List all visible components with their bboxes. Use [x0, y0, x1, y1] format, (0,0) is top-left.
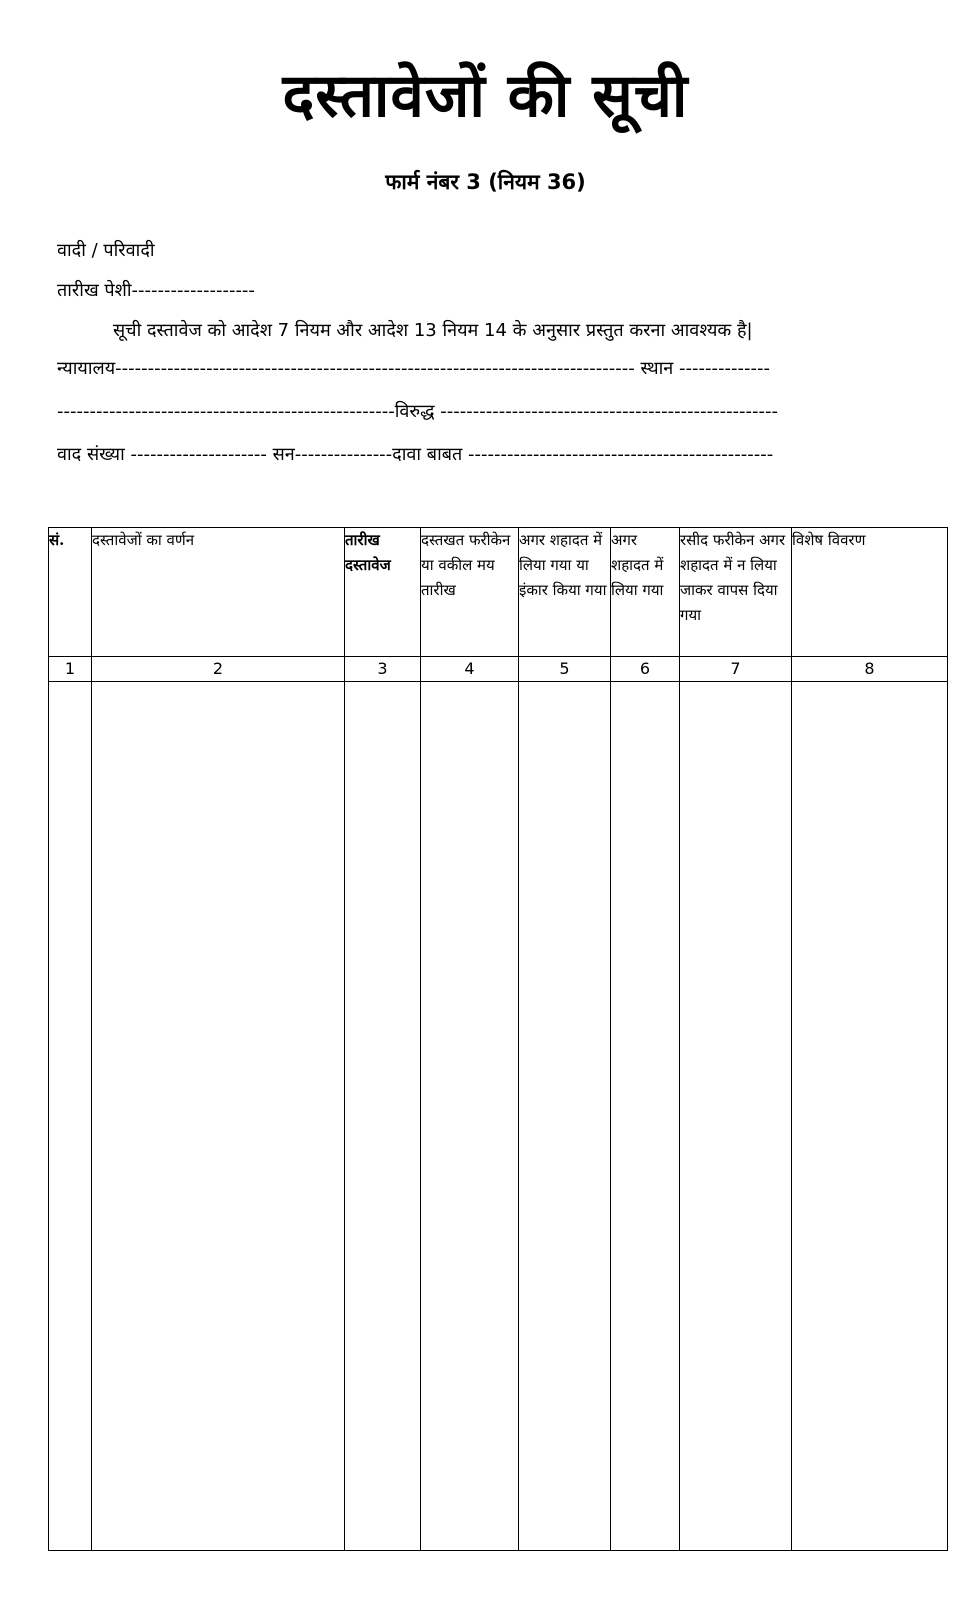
evidence-status-cell[interactable] — [519, 682, 611, 1551]
column-number: 3 — [345, 657, 421, 682]
header-signature: दस्तखत फरीकेन या वकील मय तारीख — [421, 528, 519, 657]
header-document-date: तारीख दस्तावेज — [345, 528, 421, 657]
instruction-line: सूची दस्तावेज को आदेश 7 नियम और आदेश 13 नियम 14 के अनुसार प्रस्तुत करना आवश्यक है| — [113, 320, 753, 341]
versus-line: ----------------------------------------------------विरुद्ध ---------------------------------------------------- — [57, 401, 779, 422]
header-row — [49, 528, 948, 657]
column-number: 6 — [611, 657, 680, 682]
hearing-date-line: तारीख पेशी------------------- — [57, 280, 255, 301]
case-number-line: वाद संख्या --------------------- सन---------------दावा बाबत ----------------------------------------------- — [57, 444, 774, 465]
serial-cell[interactable] — [49, 682, 92, 1551]
plaintiff-line: वादी / परिवादी — [57, 240, 155, 261]
column-number: 7 — [680, 657, 792, 682]
header-serial: सं. — [49, 528, 92, 657]
header-remarks: विशेष विवरण — [792, 528, 948, 657]
column-number-row — [49, 657, 948, 682]
column-number: 2 — [92, 657, 345, 682]
receipt-cell[interactable] — [680, 682, 792, 1551]
column-number: 5 — [519, 657, 611, 682]
documents-table — [48, 527, 948, 1551]
page-title: दस्तावेजों की सूची — [282, 61, 689, 131]
remarks-cell[interactable] — [792, 682, 948, 1551]
header-evidence-status: अगर शहादत में लिया गया या इंकार किया गया — [519, 528, 611, 657]
header-receipt: रसीद फरीकेन अगर शहादत में न लिया जाकर वापस दिया गया — [680, 528, 792, 657]
column-number: 8 — [792, 657, 948, 682]
evidence-taken-cell[interactable] — [611, 682, 680, 1551]
header-description: दस्तावेजों का वर्णन — [92, 528, 345, 657]
column-number: 4 — [421, 657, 519, 682]
header-evidence-taken: अगर शहादत में लिया गया — [611, 528, 680, 657]
form-number: फार्म नंबर 3 (नियम 36) — [385, 170, 586, 194]
column-number: 1 — [49, 657, 92, 682]
signature-cell[interactable] — [421, 682, 519, 1551]
court-place-line: न्यायालय-------------------------------------------------------------------------------- स्थान -------------- — [57, 358, 770, 379]
description-cell[interactable] — [92, 682, 345, 1551]
entry-area-row — [49, 682, 948, 1551]
document-date-cell[interactable] — [345, 682, 421, 1551]
